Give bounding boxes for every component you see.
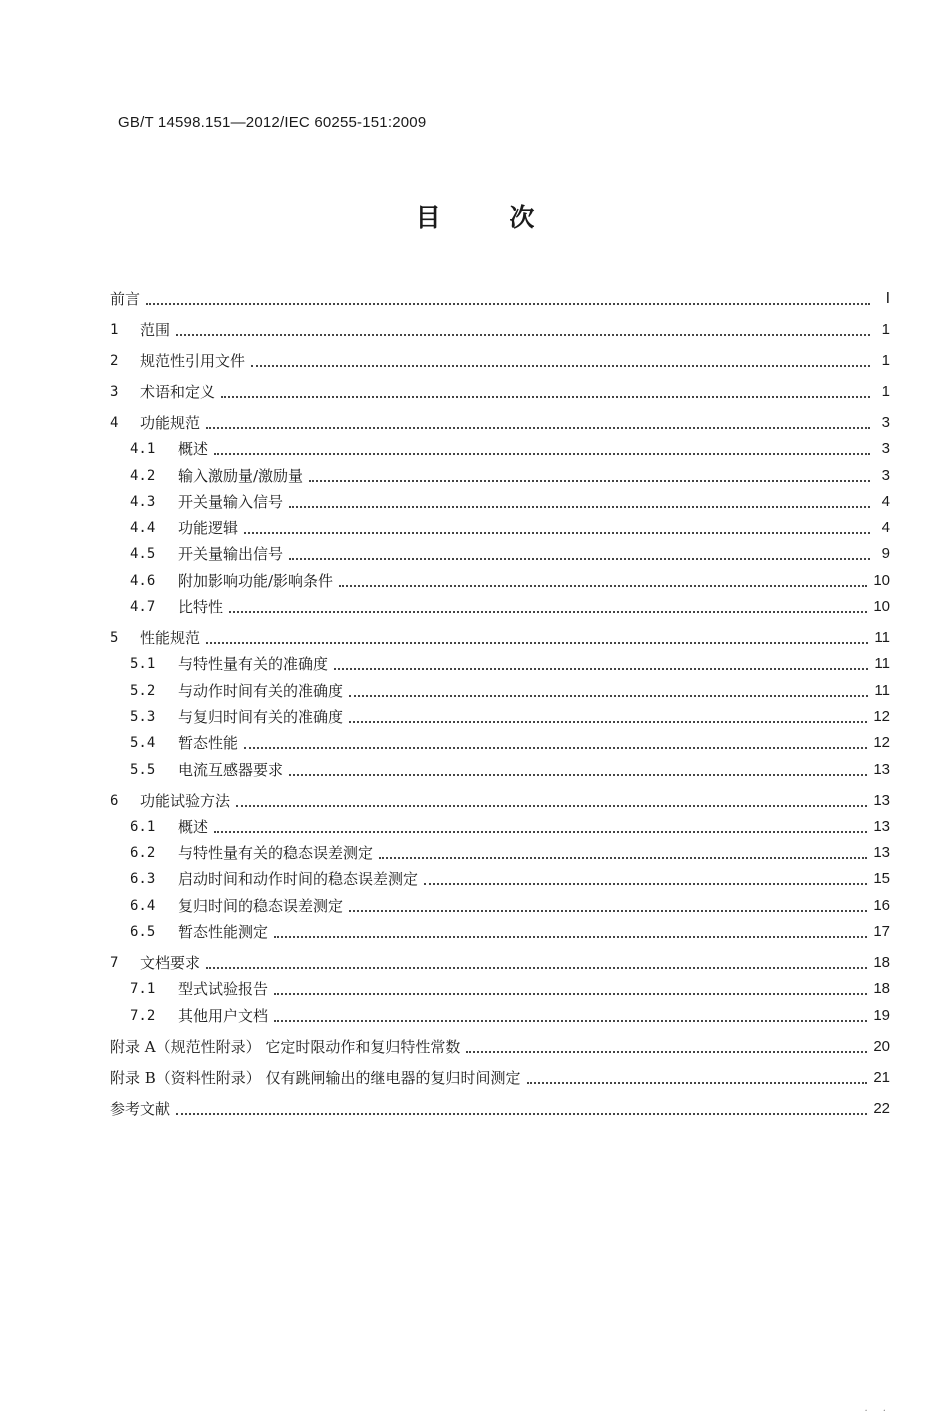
toc-entry-page: 17 (873, 923, 890, 941)
toc-entry-label: 功能试验方法 (140, 791, 231, 810)
toc-entry-label: 参考文献 (110, 1099, 171, 1118)
toc-entry[interactable] (110, 889, 890, 915)
toc-entry-page: 3 (881, 414, 890, 431)
dot-leader (289, 558, 870, 560)
toc-entry-page: 13 (873, 817, 890, 835)
dot-leader (349, 910, 867, 912)
toc-entry-number: 6 (110, 792, 119, 809)
toc-entry[interactable] (110, 753, 890, 779)
toc-entry-number: 4.3 (130, 493, 156, 510)
toc-entry-number: 4.4 (130, 520, 156, 537)
toc-entry[interactable] (110, 340, 890, 371)
toc-entry-label: 范围 (140, 321, 171, 339)
toc-entry-page: 21 (873, 1068, 890, 1086)
toc-entry-number: 4.5 (130, 546, 156, 563)
dot-leader (214, 831, 867, 833)
dot-leader (244, 747, 867, 749)
toc-entry-label: 概述 (178, 817, 209, 836)
toc-entry-page: 4 (881, 519, 890, 537)
toc-entry-page: 1 (881, 321, 890, 338)
toc-entry[interactable] (110, 674, 890, 700)
toc-entry[interactable] (110, 727, 890, 753)
toc-entry-label: 开关量输入信号 (178, 492, 284, 511)
dot-leader (339, 585, 867, 587)
toc-entry-label: 电流互感器要求 (178, 760, 284, 779)
dot-leader (176, 1113, 867, 1115)
dot-leader (229, 611, 867, 613)
dot-leader (379, 857, 867, 859)
toc-entry-number: 5.3 (130, 708, 156, 725)
toc-entry[interactable] (110, 648, 890, 674)
dot-leader (274, 993, 867, 995)
toc-entry-number: 5.4 (130, 735, 156, 752)
toc-entry[interactable] (110, 837, 890, 863)
toc-entry-page: 1 (881, 383, 890, 400)
dot-leader (424, 883, 867, 885)
toc-entry-page: 11 (874, 629, 890, 647)
toc-entry-page: 20 (873, 1037, 890, 1055)
dot-leader (214, 453, 870, 455)
dot-leader (221, 396, 870, 398)
toc-entry-number: 6.1 (130, 818, 156, 835)
toc-entry[interactable] (110, 564, 890, 590)
toc-entry[interactable] (110, 780, 890, 811)
toc-entry-label: 暂态性能测定 (178, 923, 269, 942)
toc-entry-label: 其他用户文档 (178, 1006, 269, 1025)
toc-entry-page: 15 (873, 870, 890, 888)
toc-entry-page: 9 (881, 545, 890, 563)
toc-entry-page: 19 (873, 1006, 890, 1024)
toc-entry-label: 与特性量有关的准确度 (178, 655, 329, 674)
toc-entry-label: 功能逻辑 (178, 519, 239, 538)
toc-entry-label: 暂态性能 (178, 734, 239, 753)
dot-leader (251, 365, 870, 367)
toc-entry-number: 4.2 (130, 467, 156, 484)
toc-entry-label: 输入激励量/激励量 (178, 466, 304, 485)
toc-entry[interactable] (110, 1026, 890, 1057)
toc-entry-label: 性能规范 (140, 629, 201, 648)
toc-entry-number: 4.6 (130, 572, 156, 589)
toc-entry[interactable] (110, 512, 890, 538)
toc-entry[interactable] (110, 486, 890, 512)
toc-entry-page: 3 (881, 466, 890, 484)
toc-entry-page: 22 (873, 1099, 890, 1117)
toc-entry-page: 18 (873, 980, 890, 998)
dot-leader (349, 695, 868, 697)
dot-leader (289, 506, 870, 508)
toc-entry[interactable] (110, 617, 890, 648)
dot-leader (206, 642, 868, 644)
toc-entry[interactable] (110, 459, 890, 485)
toc-entry-number: 7 (110, 955, 119, 972)
dot-leader (466, 1051, 867, 1053)
dot-leader (527, 1082, 868, 1084)
toc-entry-number: 5.1 (130, 656, 156, 673)
toc-entry[interactable] (110, 278, 890, 309)
toc-entry[interactable] (110, 916, 890, 942)
toc-entry-page: 11 (874, 681, 890, 699)
toc-entry-page: 11 (874, 655, 890, 673)
dot-leader (349, 721, 867, 723)
toc-entry-page: 1 (881, 352, 890, 369)
toc-entry-number: 3 (110, 384, 119, 400)
toc-entry-number: 4 (110, 415, 119, 431)
toc-entry[interactable] (110, 1088, 890, 1119)
toc-entry-label: 复归时间的稳态误差测定 (178, 896, 344, 915)
toc-entry-page: 16 (873, 896, 890, 914)
toc-entry[interactable] (110, 371, 890, 402)
toc-entry-page: Ⅰ (885, 290, 890, 307)
dot-leader (274, 1020, 867, 1022)
toc-entry[interactable] (110, 538, 890, 564)
toc-entry-label: 开关量输出信号 (178, 545, 284, 564)
toc-entry-number: 5.5 (130, 761, 156, 778)
toc-entry-label: 概述 (178, 440, 209, 459)
toc-entry-number: 7.2 (130, 1007, 156, 1024)
table-of-contents (110, 278, 890, 1119)
toc-entry-label: 启动时间和动作时间的稳态误差测定 (178, 870, 419, 889)
toc-entry-label: 文档要求 (140, 954, 201, 973)
toc-entry[interactable] (110, 1057, 890, 1088)
toc-entry-label: 比特性 (178, 598, 224, 617)
toc-entry-number: 6.2 (130, 845, 156, 862)
dot-leader (289, 774, 867, 776)
toc-entry-label: 型式试验报告 (178, 980, 269, 999)
toc-entry[interactable] (110, 863, 890, 889)
toc-entry-number: 6.3 (130, 871, 156, 888)
toc-entry-label: 附录 B（资料性附录） 仅有跳闸输出的继电器的复归时间测定 (110, 1068, 521, 1087)
toc-entry-label: 与特性量有关的稳态误差测定 (178, 844, 374, 863)
dot-leader (146, 303, 870, 305)
toc-entry-page: 10 (873, 598, 890, 616)
toc-entry-number: 4.1 (130, 441, 156, 458)
toc-entry-page: 13 (873, 844, 890, 862)
toc-entry[interactable] (110, 309, 890, 340)
toc-entry-number: 6.5 (130, 924, 156, 941)
toc-entry-page: 10 (873, 571, 890, 589)
toc-entry[interactable] (110, 402, 890, 433)
toc-entry-number: 5 (110, 630, 119, 647)
dot-leader (176, 334, 870, 336)
toc-entry-label: 附加影响功能/影响条件 (178, 571, 334, 590)
dot-leader (206, 967, 867, 969)
toc-entry[interactable] (110, 811, 890, 837)
toc-entry-number: 7.1 (130, 981, 156, 998)
toc-entry-page: 13 (873, 791, 890, 809)
toc-entry-page: 12 (873, 734, 890, 752)
dot-leader (236, 805, 867, 807)
toc-entry[interactable] (110, 942, 890, 973)
dot-leader (309, 480, 870, 482)
dot-leader (206, 427, 870, 429)
toc-entry-label: 与复归时间有关的准确度 (178, 707, 344, 726)
toc-entry-page: 3 (881, 440, 890, 458)
dot-leader (274, 936, 867, 938)
toc-entry-page: 13 (873, 760, 890, 778)
toc-entry-label: 与动作时间有关的准确度 (178, 681, 344, 700)
toc-entry-label: 前言 (110, 290, 141, 308)
toc-entry-number: 6.4 (130, 897, 156, 914)
toc-entry-page: 4 (881, 492, 890, 510)
toc-entry[interactable] (110, 591, 890, 617)
toc-entry-label: 功能规范 (140, 414, 201, 432)
dot-leader (244, 532, 870, 534)
scan-artifact: · · (864, 1406, 892, 1417)
toc-entry-number: 5.2 (130, 682, 156, 699)
toc-entry-number: 1 (110, 322, 119, 338)
toc-entry[interactable] (110, 973, 890, 999)
toc-entry-page: 12 (873, 707, 890, 725)
page-title: 目 次 (415, 203, 535, 232)
dot-leader (334, 668, 868, 670)
toc-entry-label: 附录 A（规范性附录） 它定时限动作和复归特性常数 (110, 1037, 461, 1056)
toc-entry[interactable] (110, 999, 890, 1025)
toc-entry-page: 18 (873, 954, 890, 972)
toc-entry[interactable] (110, 433, 890, 459)
toc-entry-label: 规范性引用文件 (140, 352, 246, 370)
toc-entry-number: 4.7 (130, 599, 156, 616)
toc-entry-number: 2 (110, 353, 119, 369)
document-code: GB/T 14598.151—2012/IEC 60255-151:2009 (118, 114, 427, 131)
toc-entry[interactable] (110, 701, 890, 727)
toc-entry-label: 术语和定义 (140, 383, 216, 401)
